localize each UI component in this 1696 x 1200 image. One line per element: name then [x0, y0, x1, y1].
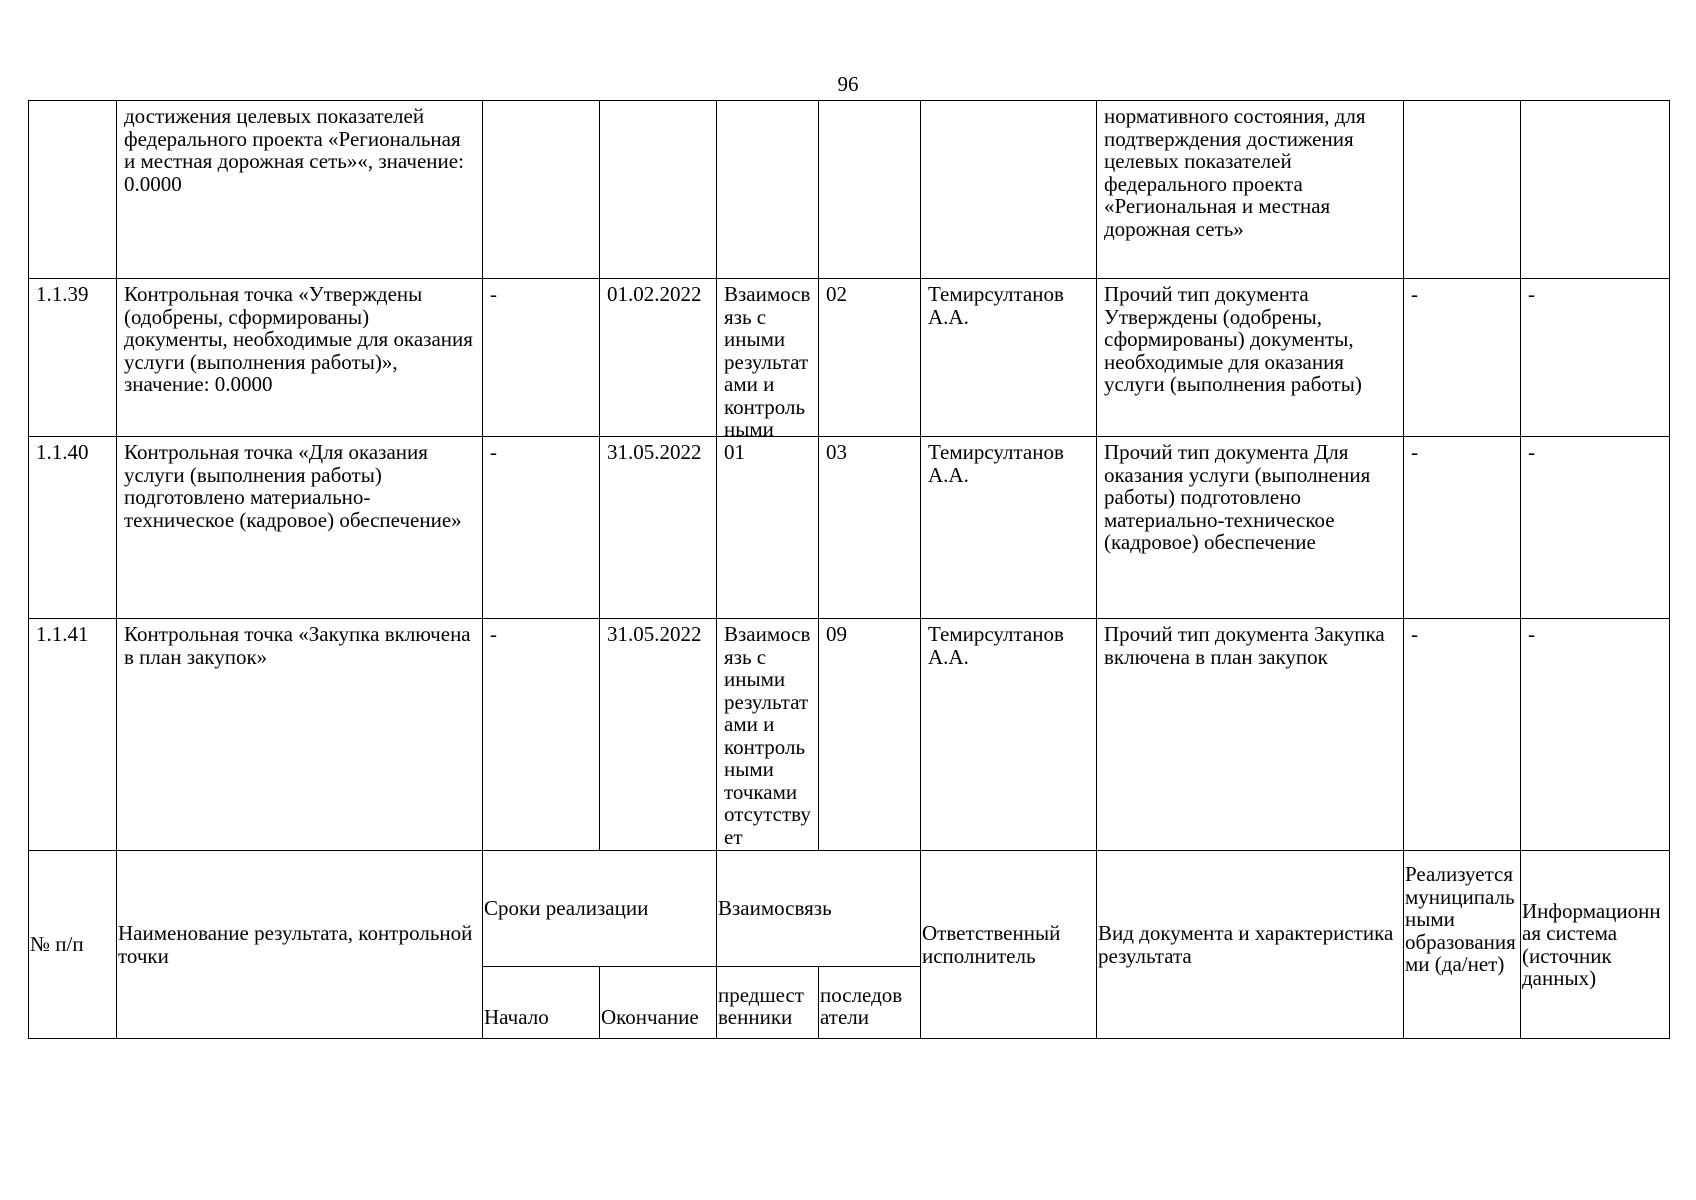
cell-succ: 03 — [819, 437, 921, 619]
cell-pred — [717, 619, 819, 851]
cell-pred — [717, 101, 819, 279]
cell-doc: нормативного состояния, для подтверждения достижения целевых показателей федерального проекта «Региональная и местная дорожная сеть» — [1097, 101, 1404, 279]
cell-info: - — [1521, 279, 1670, 437]
cell-num: 1.1.40 — [29, 437, 117, 619]
cell-doc: Прочий тип документа Для оказания услуги (выполнения работы) подготовлено материально-техническое (кадровое) обеспечение — [1097, 437, 1404, 619]
cell-name: Контрольная точка «Утверждены (одобрены, сформированы) документы, необходимые для оказания услуги (выполнения работы)», значение: 0.0000 — [117, 279, 483, 437]
cell-doc: Прочий тип документа Закупка включена в план закупок — [1097, 619, 1404, 851]
header-doc: Вид документа и характеристика результата — [1097, 851, 1404, 1039]
cell-municipal: - — [1404, 279, 1521, 437]
cell-start: - — [483, 279, 600, 437]
cell-responsible: Темирсултанов А.А. — [921, 437, 1097, 619]
header-municipal: Реализуется муниципальными образованиями (да/нет) — [1404, 851, 1521, 1039]
cell-name: Контрольная точка «Закупка включена в план закупок» — [117, 619, 483, 851]
cell-responsible — [921, 101, 1097, 279]
cell-info: - — [1521, 437, 1670, 619]
table-row — [29, 101, 1670, 279]
cell-succ — [819, 101, 921, 279]
cell-start — [483, 101, 600, 279]
header-end: Окончание — [600, 967, 717, 1039]
header-info: Информационная система (источник данных) — [1521, 851, 1670, 1039]
table-row — [29, 279, 1670, 437]
cell-end: 31.05.2022 — [600, 619, 717, 851]
cell-municipal: - — [1404, 437, 1521, 619]
cell-start: - — [483, 437, 600, 619]
cell-responsible: Темирсултанов А.А. — [921, 619, 1097, 851]
table-row — [29, 619, 1670, 851]
cell-name: достижения целевых показателей федерального проекта «Региональная и местная дорожная сеть»«, значение: 0.0000 — [117, 101, 483, 279]
header-succ: последов атели — [819, 967, 921, 1039]
cell-pred-text: Взаимосвязь с иными результатами и контрольными — [724, 282, 811, 441]
cell-num: 1.1.39 — [29, 279, 117, 437]
cell-pred-text: Взаимосвязь с иными результатами и контрольными точками отсутствует — [724, 622, 811, 849]
cell-municipal — [1404, 101, 1521, 279]
cell-num — [29, 101, 117, 279]
cell-succ: 09 — [819, 619, 921, 851]
header-relation: Взаимосвязь — [717, 851, 921, 967]
cell-pred: 01 — [717, 437, 819, 619]
cell-name: Контрольная точка «Для оказания услуги (выполнения работы) подготовлено материально-техническое (кадровое) обеспечение» — [117, 437, 483, 619]
results-table — [28, 100, 1670, 1039]
cell-info: - — [1521, 619, 1670, 851]
header-start: Начало — [483, 967, 600, 1039]
header-responsible: Ответственный исполнитель — [921, 851, 1097, 1039]
cell-pred — [717, 279, 819, 441]
table-header-row — [29, 851, 1670, 967]
cell-doc: Прочий тип документа Утверждены (одобрены, сформированы) документы, необходимые для оказания услуги (выполнения работы) — [1097, 279, 1404, 437]
header-pred: предшест венники — [717, 967, 819, 1039]
page-number: 96 — [837, 72, 859, 96]
cell-responsible: Темирсултанов А.А. — [921, 279, 1097, 437]
cell-num: 1.1.41 — [29, 619, 117, 851]
header-name: Наименование результата, контрольной точки — [117, 851, 483, 1039]
cell-info — [1521, 101, 1670, 279]
cell-end: 31.05.2022 — [600, 437, 717, 619]
cell-start: - — [483, 619, 600, 851]
cell-end — [600, 101, 717, 279]
table-row — [29, 437, 1670, 619]
cell-municipal: - — [1404, 619, 1521, 851]
cell-succ: 02 — [819, 279, 921, 437]
cell-end: 01.02.2022 — [600, 279, 717, 437]
header-num: № п/п — [29, 851, 117, 1039]
header-terms: Сроки реализации — [483, 851, 717, 967]
